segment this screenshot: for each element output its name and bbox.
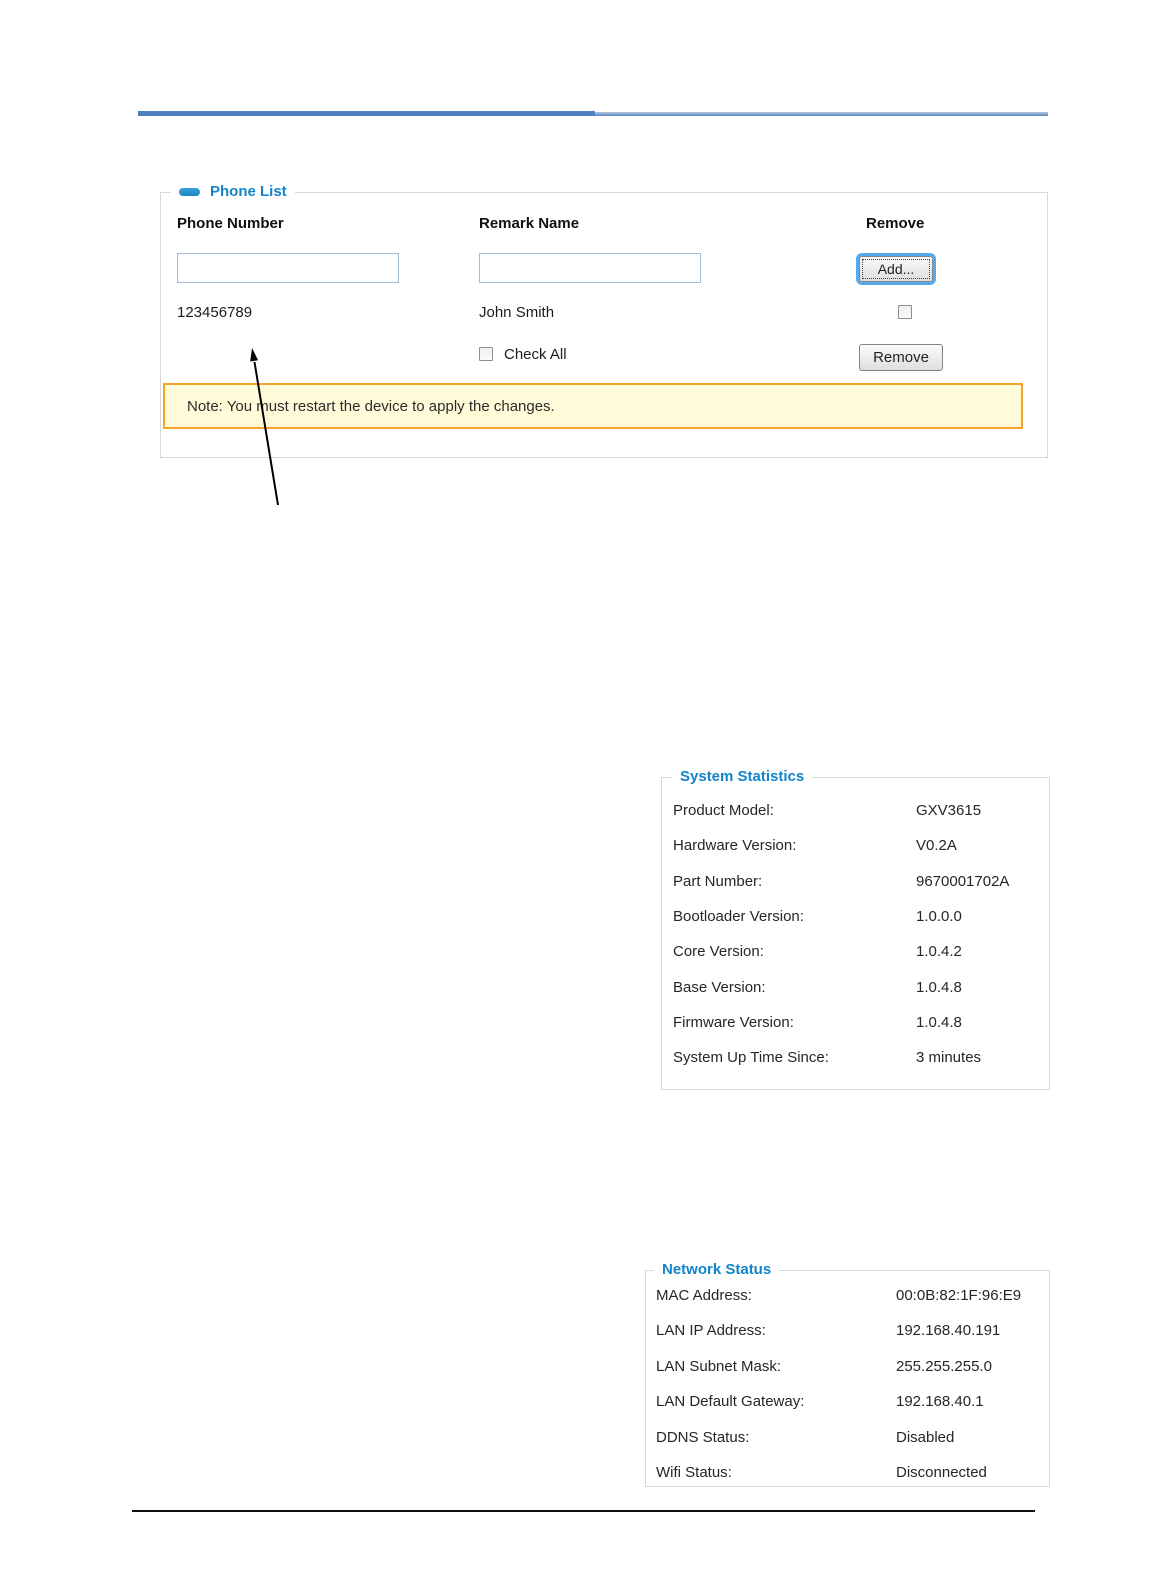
system-statistics-legend (672, 767, 812, 787)
phone-number-input[interactable] (177, 253, 399, 283)
row-phone-number: 123456789 (177, 304, 253, 321)
remove-button[interactable]: Remove (859, 344, 943, 371)
status-row: LAN IP Address: 192.168.40.191 (656, 1322, 1001, 1339)
status-row: MAC Address: 00:0B:82:1F:96:E9 (656, 1287, 1022, 1304)
stat-row: Hardware Version: V0.2A (673, 837, 957, 854)
check-all-checkbox[interactable] (479, 347, 493, 361)
network-status-panel (645, 1261, 1050, 1487)
check-all-label: Check All (504, 346, 567, 363)
column-header-remove: Remove (866, 215, 925, 232)
network-status-legend (654, 1260, 779, 1280)
status-row: DDNS Status: Disabled (656, 1429, 955, 1446)
annotation-arrow-icon (235, 340, 295, 515)
remark-name-input[interactable] (479, 253, 701, 283)
column-header-remark-name: Remark Name (479, 215, 580, 232)
stat-row: Firmware Version: 1.0.4.8 (673, 1014, 962, 1031)
header-rule-right (595, 112, 1048, 116)
header-rule-left (138, 111, 595, 116)
add-button[interactable]: Add... (859, 256, 933, 282)
stat-row: Bootloader Version: 1.0.0.0 (673, 908, 962, 925)
stat-row: System Up Time Since: 3 minutes (673, 1049, 982, 1066)
stat-row: Base Version: 1.0.4.8 (673, 979, 962, 996)
system-statistics-title: System Statistics (680, 768, 805, 785)
row-remove-checkbox[interactable] (898, 305, 912, 319)
phone-list-legend (171, 182, 295, 202)
phone-list-title: Phone List (210, 183, 287, 200)
note-text: Note: You must restart the device to apply the changes. (187, 397, 555, 415)
stat-row: Part Number: 9670001702A (673, 873, 1010, 890)
row-remark-name: John Smith (479, 304, 555, 321)
status-row: LAN Subnet Mask: 255.255.255.0 (656, 1358, 992, 1375)
status-row: Wifi Status: Disconnected (656, 1464, 987, 1481)
footer-rule (132, 1510, 1035, 1512)
collapse-icon[interactable] (179, 188, 200, 196)
status-row: LAN Default Gateway: 192.168.40.1 (656, 1393, 984, 1410)
stat-row: Product Model: GXV3615 (673, 802, 982, 819)
stat-row: Core Version: 1.0.4.2 (673, 943, 962, 960)
network-status-title: Network Status (662, 1261, 772, 1278)
column-header-phone-number: Phone Number (177, 215, 284, 232)
system-statistics-panel (661, 768, 1050, 1090)
